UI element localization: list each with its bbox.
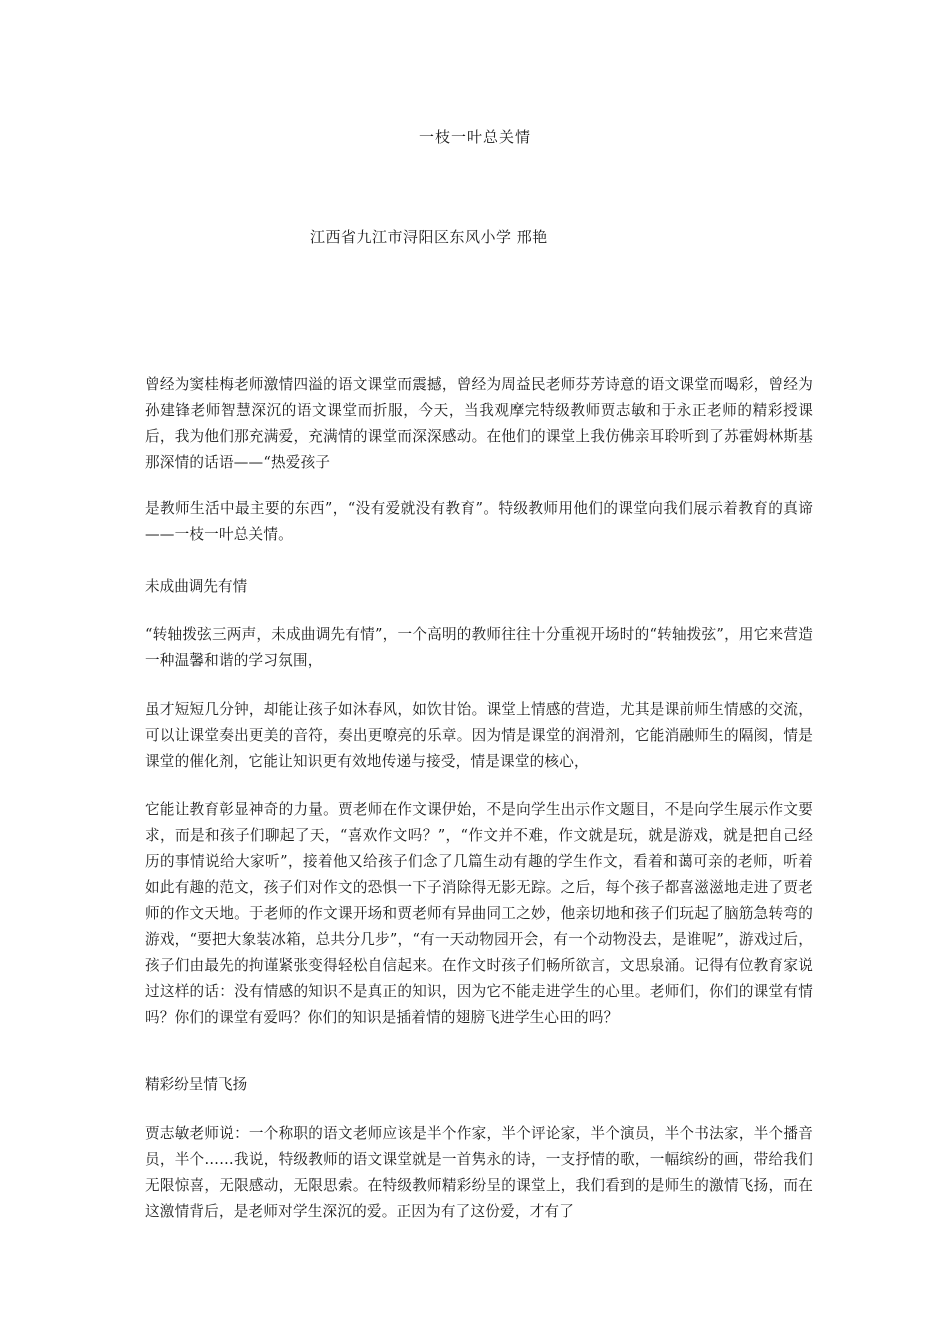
section-heading-2: 精彩纷呈情飞扬	[145, 1076, 248, 1093]
paragraph-section1-a: “转轴拨弦三两声，未成曲调先有情”，一个高明的教师往往十分重视开场时的“转轴拨弦”，用它来营造一种温馨和谐的学习氛围，	[145, 626, 813, 669]
document-author: 江西省九江市浔阳区东风小学 邢艳	[310, 228, 548, 246]
paragraph-intro-continued: 是教师生活中最主要的东西”，“没有爱就没有教育”。特级教师用他们的课堂向我们展示着教育的真谛——一枝一叶总关情。	[145, 500, 813, 543]
document-title: 一枝一叶总关情	[418, 128, 531, 146]
section-heading-1: 未成曲调先有情	[145, 578, 248, 595]
paragraph-section2-a: 贾志敏老师说：一个称职的语文老师应该是半个作家，半个评论家，半个演员，半个书法家，半个播音员，半个……我说，特级教师的语文课堂就是一首隽永的诗，一支抒情的歌，一幅缤纷的画，带给我们无限惊喜，无限感动，无限思索。在特级教师精彩纷呈的课堂上，我们看到的是师生的激情飞扬，而在这激情背后，是老师对学生深沉的爱。正因为有了这份爱，才有了	[145, 1125, 813, 1220]
paragraph-section1-b: 虽才短短几分钟，却能让孩子如沐春风，如饮甘饴。课堂上情感的营造，尤其是课前师生情感的交流，可以让课堂奏出更美的音符，奏出更嘹亮的乐章。因为情是课堂的润滑剂，它能消融师生的隔阂，情是课堂的催化剂，它能让知识更有效地传递与接受，情是课堂的核心，	[145, 701, 813, 770]
paragraph-section1-c: 它能让教育彰显神奇的力量。贾老师在作文课伊始，不是向学生出示作文题目，不是向学生展示作文要求，而是和孩子们聊起了天，“喜欢作文吗？”，“作文并不难，作文就是玩，就是游戏，就是把自己经历的事情说给大家听”，接着他又给孩子们念了几篇生动有趣的学生作文，看着和蔼可亲的老师，听着如此有趣的范文，孩子们对作文的恐惧一下子消除得无影无踪。之后，每个孩子都喜滋滋地走进了贾老师的作文天地。于老师的作文课开场和贾老师有异曲同工之妙，他亲切地和孩子们玩起了脑筋急转弯的游戏，“要把大象装冰箱，总共分几步”，“有一天动物园开会，有一个动物没去，是谁呢”，游戏过后，孩子们由最先的拘谨紧张变得轻松自信起来。在作文时孩子们畅所欲言，文思泉涌。记得有位教育家说过这样的话：没有情感的知识不是真正的知识，因为它不能走进学生的心里。老师们，你们的课堂有情吗？你们的课堂有爱吗？你们的知识是插着情的翅膀飞进学生心田的吗？	[145, 801, 813, 1026]
paragraph-intro: 曾经为窦桂梅老师激情四溢的语文课堂而震撼，曾经为周益民老师芬芳诗意的语文课堂而喝彩，曾经为孙建锋老师智慧深沉的语文课堂而折服，今天，当我观摩完特级教师贾志敏和于永正老师的精彩授课后，我为他们那充满爱，充满情的课堂而深深感动。在他们的课堂上我仿佛亲耳聆听到了苏霍姆林斯基那深情的话语——“热爱孩子	[145, 376, 813, 471]
